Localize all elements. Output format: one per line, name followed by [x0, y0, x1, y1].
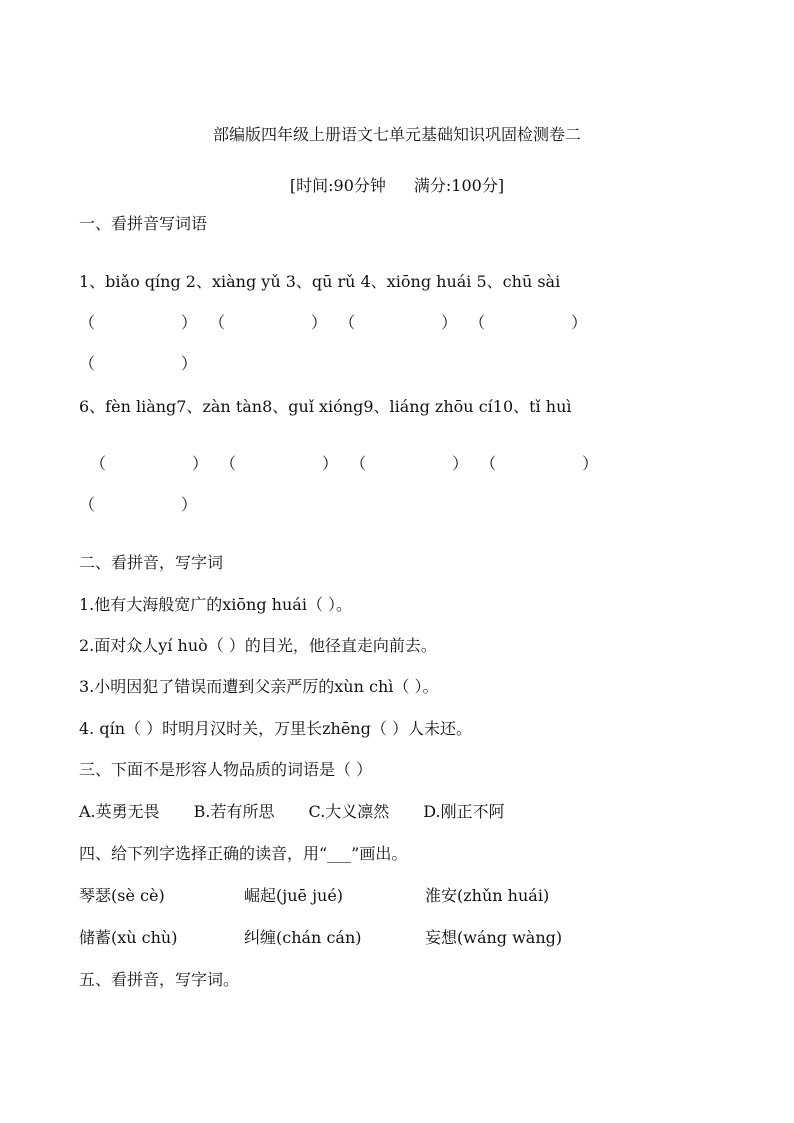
- section1-row1-last-blank: [79, 353, 197, 375]
- answer-blank-close: ）: [311, 313, 328, 332]
- answer-blank-close: ）: [452, 454, 469, 473]
- section3-options: [79, 801, 505, 823]
- section2-question-3: 3.小明因犯了错误而遭到父亲严厉的xùn chì（ ）。: [79, 677, 439, 696]
- answer-blank-open[interactable]: （: [90, 454, 107, 473]
- section1-row2-blanks: [90, 453, 598, 475]
- section4-row-1: [79, 885, 549, 907]
- answer-blank-close: ）: [181, 495, 198, 514]
- section3-heading: 三、下面不是形容人物品质的词语是（ ）: [79, 760, 373, 779]
- answer-blank-close: ）: [441, 313, 458, 332]
- reading-choice[interactable]: 妄想(wáng wàng): [425, 928, 563, 947]
- section4-row-2: [79, 927, 562, 949]
- answer-blank-close: ）: [181, 354, 198, 373]
- section2-question-2: 2.面对众人yí huò（ ）的目光，他径直走向前去。: [79, 636, 437, 655]
- section2-heading: 二、看拼音，写字词: [79, 553, 224, 572]
- answer-blank-open[interactable]: （: [209, 313, 226, 332]
- answer-blank-open[interactable]: （: [79, 313, 96, 332]
- reading-choice[interactable]: 纠缠(chán cán): [244, 928, 362, 947]
- option-b[interactable]: B.若有所思: [193, 802, 275, 821]
- section5-heading: 五、看拼音，写字词。: [79, 970, 240, 989]
- answer-blank-close: ）: [571, 313, 588, 332]
- section1-row2-last-blank: [79, 494, 197, 516]
- reading-choice[interactable]: 琴瑟(sè cè): [79, 886, 165, 905]
- answer-blank-close: ）: [582, 454, 599, 473]
- answer-blank-open[interactable]: （: [79, 495, 96, 514]
- option-d[interactable]: D.刚正不阿: [423, 802, 505, 821]
- answer-blank-close: ）: [192, 454, 209, 473]
- section1-row1-blanks: [79, 312, 587, 334]
- answer-blank-open[interactable]: （: [79, 354, 96, 373]
- page-title: 部编版四年级上册语文七单元基础知识巩固检测卷二: [212, 125, 581, 144]
- reading-choice[interactable]: 淮安(zhǔn huái): [425, 886, 550, 905]
- reading-choice[interactable]: 崛起(juē jué): [244, 886, 344, 905]
- section1-row1-pinyin: 1、biǎo qíng 2、xiàng yǔ 3、qū rǔ 4、xiōng huái 5、chū sài: [79, 272, 561, 291]
- section1-row2-pinyin: 6、fèn liàng7、zàn tàn8、guǐ xióng9、liáng zhōu cí10、tǐ huì: [79, 397, 572, 416]
- answer-blank-close: ）: [181, 313, 198, 332]
- answer-blank-close: ）: [322, 454, 339, 473]
- section2-question-4: 4. qín（ ）时明月汉时关，万里长zhēng（ ）人未还。: [79, 719, 472, 738]
- answer-blank-open[interactable]: （: [480, 454, 497, 473]
- time-limit: [时间:90分钟: [289, 176, 386, 195]
- full-score: 满分:100分]: [413, 176, 505, 195]
- section2-question-1: 1.他有大海般宽广的xiōng huái（ ）。: [79, 595, 353, 614]
- section4-heading: 四、给下列字选择正确的读音，用“___”画出。: [79, 844, 408, 863]
- answer-blank-open[interactable]: （: [339, 313, 356, 332]
- option-c[interactable]: C.大义凛然: [308, 802, 390, 821]
- answer-blank-open[interactable]: （: [220, 454, 237, 473]
- section1-heading: 一、看拼音写词语: [79, 214, 208, 233]
- exam-info: [0, 175, 794, 197]
- answer-blank-open[interactable]: （: [469, 313, 486, 332]
- option-a[interactable]: A.英勇无畏: [79, 802, 160, 821]
- answer-blank-open[interactable]: （: [350, 454, 367, 473]
- reading-choice[interactable]: 储蓄(xù chù): [79, 928, 178, 947]
